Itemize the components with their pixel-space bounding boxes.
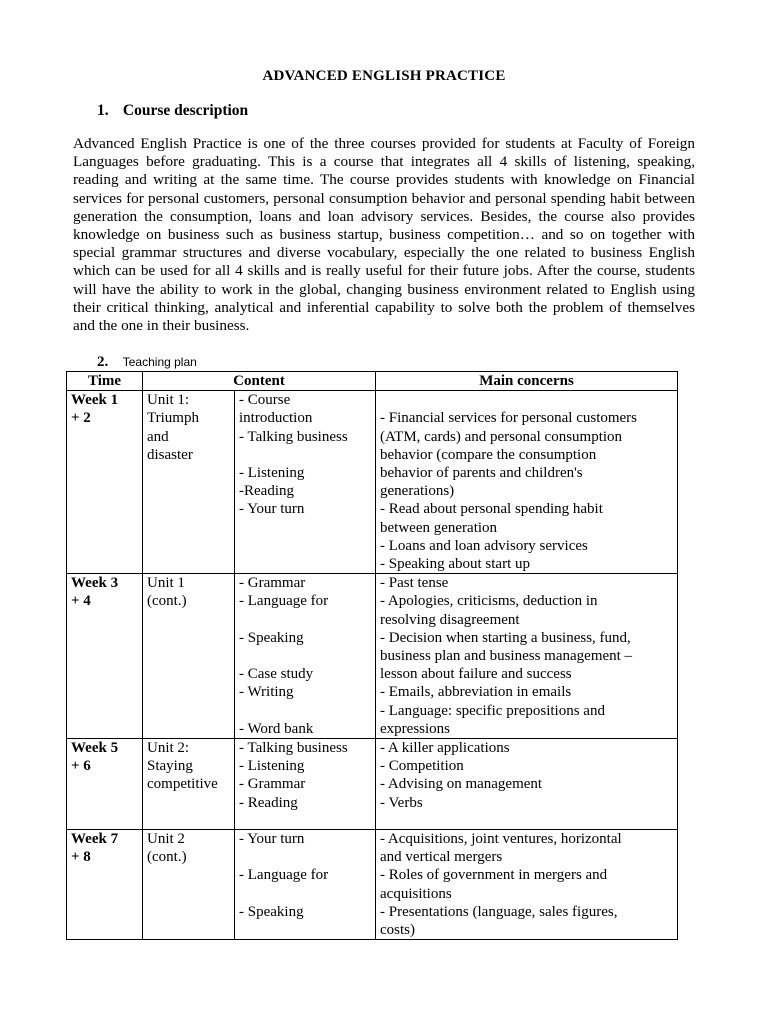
cell-line: - Language for: [239, 593, 329, 610]
unit-cell: [143, 574, 235, 739]
table-row: [67, 574, 678, 739]
cell-line: business plan and business management –: [380, 648, 633, 665]
cell-line: - Talking business: [239, 428, 348, 445]
cell-line: - Presentations (language, sales figures,: [380, 903, 618, 920]
cell-line: - Acquisitions, joint ventures, horizontal: [380, 831, 622, 848]
content-cell: [235, 830, 376, 940]
cell-line: resolving disagreement: [380, 611, 520, 628]
cell-line: [239, 702, 371, 720]
table-row: [67, 830, 678, 940]
time-cell: [67, 830, 143, 940]
cell-line: (cont.): [147, 849, 187, 866]
cell-line: Unit 1: [147, 575, 185, 592]
cell-line: Week 7: [71, 831, 119, 848]
cell-line: Staying: [147, 758, 193, 775]
cell-line: - Emails, abbreviation in emails: [380, 684, 572, 701]
cell-line: and vertical mergers: [380, 849, 503, 866]
cell-line: - Your turn: [239, 501, 305, 518]
cell-line: - Competition: [380, 758, 464, 775]
cell-line: and: [147, 428, 169, 445]
cell-line: - Language for: [239, 867, 329, 884]
cell-line: + 2: [71, 410, 91, 427]
content-cell: [235, 574, 376, 739]
cell-line: behavior (compare the consumption: [380, 446, 597, 463]
cell-line: Week 5: [71, 740, 119, 757]
cell-line: Week 3: [71, 575, 119, 592]
content-cell: [235, 739, 376, 830]
cell-line: disaster: [147, 446, 193, 463]
section-number: 1.: [97, 102, 109, 119]
cell-line: [239, 885, 371, 903]
table-row: [67, 391, 678, 574]
cell-line: - Writing: [239, 684, 294, 701]
cell-line: + 4: [71, 593, 91, 610]
cell-line: - Case study: [239, 666, 314, 683]
cell-line: expressions: [380, 720, 451, 737]
header-content: Content: [143, 372, 376, 391]
cell-line: - Speaking about start up: [380, 556, 530, 573]
section-title: Course description: [122, 102, 249, 119]
cell-line: (ATM, cards) and personal consumption: [380, 428, 623, 445]
section-heading-teaching-plan: [97, 354, 197, 371]
cell-line: competitive: [147, 776, 218, 793]
cell-line: - Roles of government in mergers and: [380, 867, 608, 884]
cell-line: lesson about failure and success: [380, 666, 572, 683]
cell-line: - Listening: [239, 465, 305, 481]
cell-line: - Your turn: [239, 831, 305, 848]
cell-line: - Loans and loan advisory services: [380, 537, 588, 554]
teaching-plan-table: [66, 371, 678, 940]
cell-line: - Speaking: [239, 629, 304, 646]
content-cell: [235, 391, 376, 574]
time-cell: [67, 574, 143, 739]
cell-line: [239, 647, 371, 665]
cell-line: - A killer applications: [380, 740, 510, 757]
header-main-concerns: Main concerns: [376, 372, 678, 391]
cell-line: [239, 446, 371, 464]
section-heading-course-description: [97, 102, 248, 120]
unit-cell: [143, 391, 235, 574]
header-time: Time: [67, 372, 143, 391]
cell-line: - Grammar: [239, 776, 306, 793]
cell-line: - Decision when starting a business, fund,: [380, 629, 631, 646]
time-cell: [67, 391, 143, 574]
cell-line: -Reading: [239, 483, 294, 500]
time-cell: [67, 739, 143, 830]
cell-line: generations): [380, 483, 455, 500]
cell-line: - Past tense: [380, 575, 449, 592]
cell-line: + 6: [71, 758, 91, 775]
cell-line: - Listening: [239, 758, 305, 775]
unit-cell: [143, 830, 235, 940]
cell-line: [239, 611, 371, 629]
concerns-cell: [376, 574, 678, 739]
cell-line: - Verbs: [380, 794, 423, 811]
cell-line: - Grammar: [239, 575, 306, 592]
concerns-cell: [376, 391, 678, 574]
cell-line: - Read about personal spending habit: [380, 501, 603, 518]
cell-line: - Word bank: [239, 720, 314, 737]
cell-line: + 8: [71, 849, 91, 866]
section-title: Teaching plan: [122, 355, 197, 369]
cell-line: [239, 848, 371, 866]
cell-line: - Apologies, criticisms, deduction in: [380, 593, 598, 610]
cell-line: (cont.): [147, 593, 187, 610]
cell-line: - Reading: [239, 794, 298, 811]
cell-line: - Course: [239, 392, 291, 409]
section-number: 2.: [97, 354, 109, 370]
cell-line: Week 1: [71, 392, 119, 409]
cell-line: - Speaking: [239, 903, 304, 920]
cell-line: Unit 1:: [147, 392, 190, 409]
cell-line: introduction: [239, 410, 313, 427]
cell-line: Triumph: [147, 410, 199, 427]
cell-line: Unit 2:: [147, 740, 190, 757]
cell-line: acquisitions: [380, 885, 452, 902]
concerns-cell: [376, 830, 678, 940]
unit-cell: [143, 739, 235, 830]
concerns-cell: [376, 739, 678, 830]
table-row: [67, 739, 678, 830]
cell-line: [380, 391, 673, 409]
cell-line: - Talking business: [239, 740, 348, 757]
document-title: ADVANCED ENGLISH PRACTICE: [262, 68, 506, 84]
cell-line: costs): [380, 922, 416, 939]
cell-line: Unit 2: [147, 831, 185, 848]
course-description-paragraph: Advanced English Practice is one of the three courses provided for students at Faculty of Foreign Languages before graduating. This is a course that integrates all 4 skills of listening, speaking, reading and writing at the same time. The course provides students with knowledge on Financial services for personal customers, personal consumption behavior and personal spending habit between generation the consumption, loans and loan advisory services. Besides, the course also provides knowledge on business such as business startup, business competition… and so on together with special grammar structures and diverse vocabulary, especially the one related to business English which can be used for all 4 skills and is really useful for their future jobs. After the course, students will have the ability to work in the global, changing business environment related to English using their critical thinking, analytical and inferential capability to solve both the problem of themselves and the one in their business.: [73, 135, 695, 335]
cell-line: - Financial services for personal customers: [380, 410, 638, 427]
cell-line: behavior of parents and children's: [380, 465, 583, 481]
cell-line: - Language: specific prepositions and: [380, 702, 605, 719]
cell-line: - Advising on management: [380, 776, 543, 793]
cell-line: between generation: [380, 519, 498, 536]
table-header-row: [67, 372, 678, 391]
